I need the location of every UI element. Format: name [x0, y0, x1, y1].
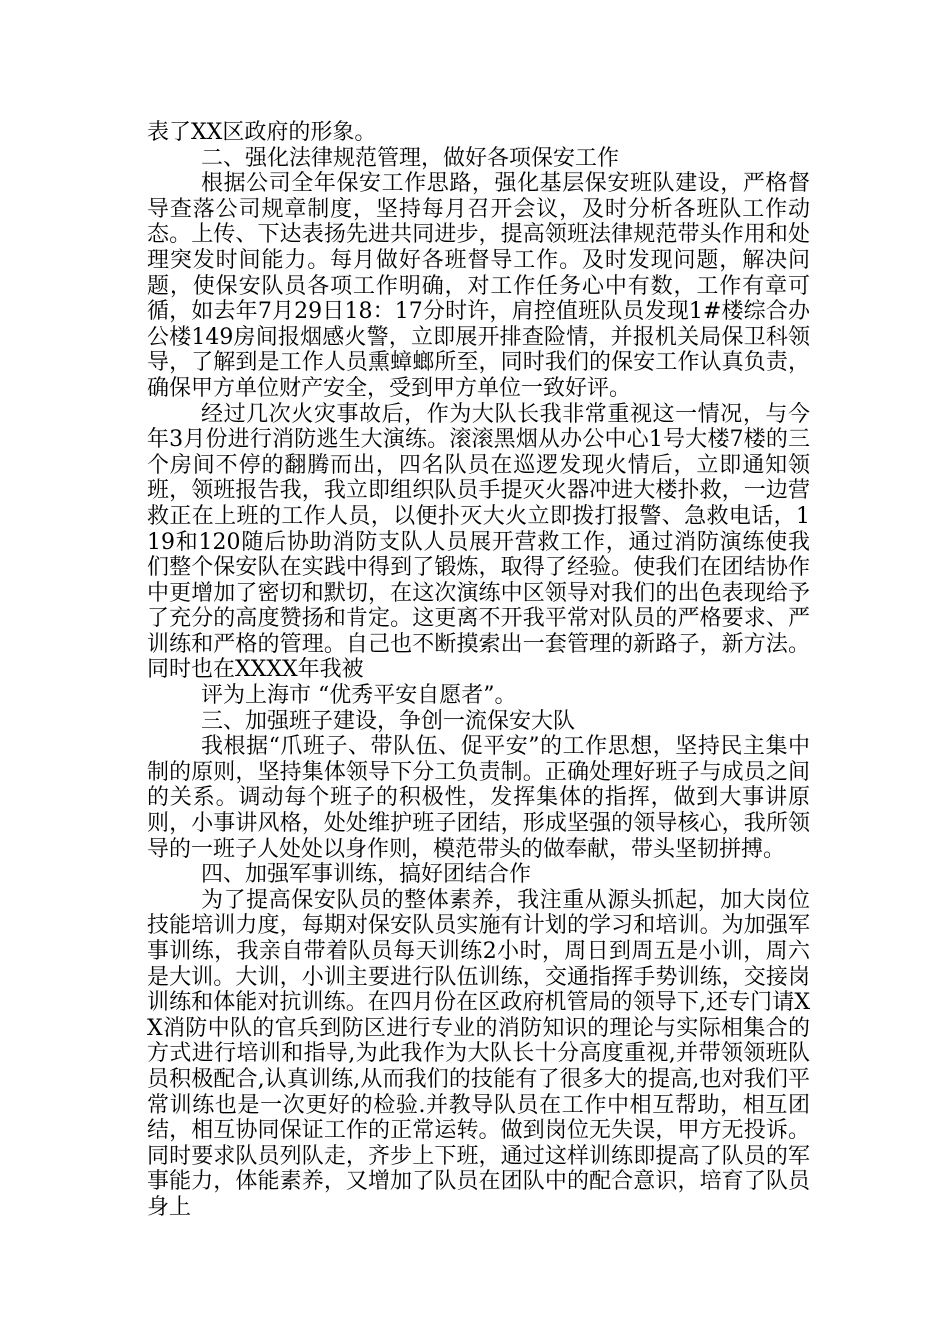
section-heading-2: 二、强化法律规范管理，做好各项保安工作 [201, 145, 620, 171]
paragraph-continuation: 表了XX区政府的形象。 [147, 120, 377, 145]
paragraph-training: 为了提高保安队员的整体素养，我注重从源头抓起，加大岗位技能培训力度，每期对保安队员实施有计划的学习和培训。为加强军事训练，我亲自带着队员每天训练2小时，周日到周五是小训，周六是大训。大训，小训主要进行队伍训练，交通指挥手势训练，交接岗训练和体能对抗训练。在四月份在区政府机管局的领导下,还专门请XX消防中队的官兵到防区进行专业的消防知识的理论与实际相集合的方式进行培训和指导,为此我作为大队长十分高度重视,并带领领班队员积极配合,认真训练,从而我们的技能有了很多大的提高,也对我们平常训练也是一次更好的检验.并教导队员在工作中相互帮助，相互团结，相互协同保证工作的正常运转。做到岗位无失误，甲方无投诉。同时要求队员列队走，齐步上下班，通过这样训练即提高了队员的军事能力，体能素养，又增加了队员在团队中的配合意识，培育了队员身上 [147, 887, 810, 1220]
paragraph-award: 评为上海市 “优秀平安自愿者”。 [201, 683, 517, 709]
paragraph-fire-drill: 经过几次火灾事故后，作为大队长我非常重视这一情况，与今年3月份进行消防逃生大演练。滚滚黑烟从办公中心1号大楼7楼的三个房间不停的翻腾而出，四名队员在巡逻发现火情后，立即通知领班，领班报告我，我立即组织队员手提灭火器冲进大楼扑救，一边营救正在上班的工作人员，以便扑灭大火立即拨打报警、急救电话，119和120随后协助消防支队人员展开营救工作，通过消防演练使我们整个保安队在实践中得到了锻炼，取得了经验。使我们在团结协作中更增加了密切和默切，在这次演练中区领导对我们的出色表现给予了充分的高度赞扬和肯定。这更离不开我平常对队员的严格要求、严训练和严格的管理。自己也不断摸索出一套管理的新路子，新方法。同时也在XXXX年我被 [147, 401, 810, 683]
document-body [147, 120, 810, 1221]
section-heading-4: 四、加强军事训练，搞好团结合作 [201, 862, 532, 888]
paragraph-team-building: 我根据“爪班子、带队伍、促平安”的工作思想，坚持民主集中制的原则，坚持集体领导下分工负责制。正确处理好班子与成员之间的关系。调动每个班子的积极性，发挥集体的指挥，做到大事讲原则，小事讲风格，处处维护班子团结，形成坚强的领导核心，我所领导的一班子人处处以身作则，模范带头的做奉献，带头坚韧拼搏。 [147, 734, 810, 862]
paragraph-security-management: 根据公司全年保安工作思路，强化基层保安班队建设，严格督导查落公司规章制度，坚持每月召开会议，及时分析各班队工作动态。上传、下达表扬先进共同进步，提高领班法律规范带头作用和处理突发时间能力。每月做好各班督导工作。及时发现问题，解决问题，使保安队员各项工作明确，对工作任务心中有数，工作有章可循，如去年7月29日18：17分时许，肩控值班队员发现1#楼综合办公楼149房间报烟感火警，立即展开排查险情，并报机关局保卫科领导，了解到是工作人员熏蟑螂所至，同时我们的保安工作认真负责，确保甲方单位财产安全，受到甲方单位一致好评。 [147, 171, 810, 401]
section-heading-3: 三、加强班子建设，争创一流保安大队 [201, 708, 576, 734]
